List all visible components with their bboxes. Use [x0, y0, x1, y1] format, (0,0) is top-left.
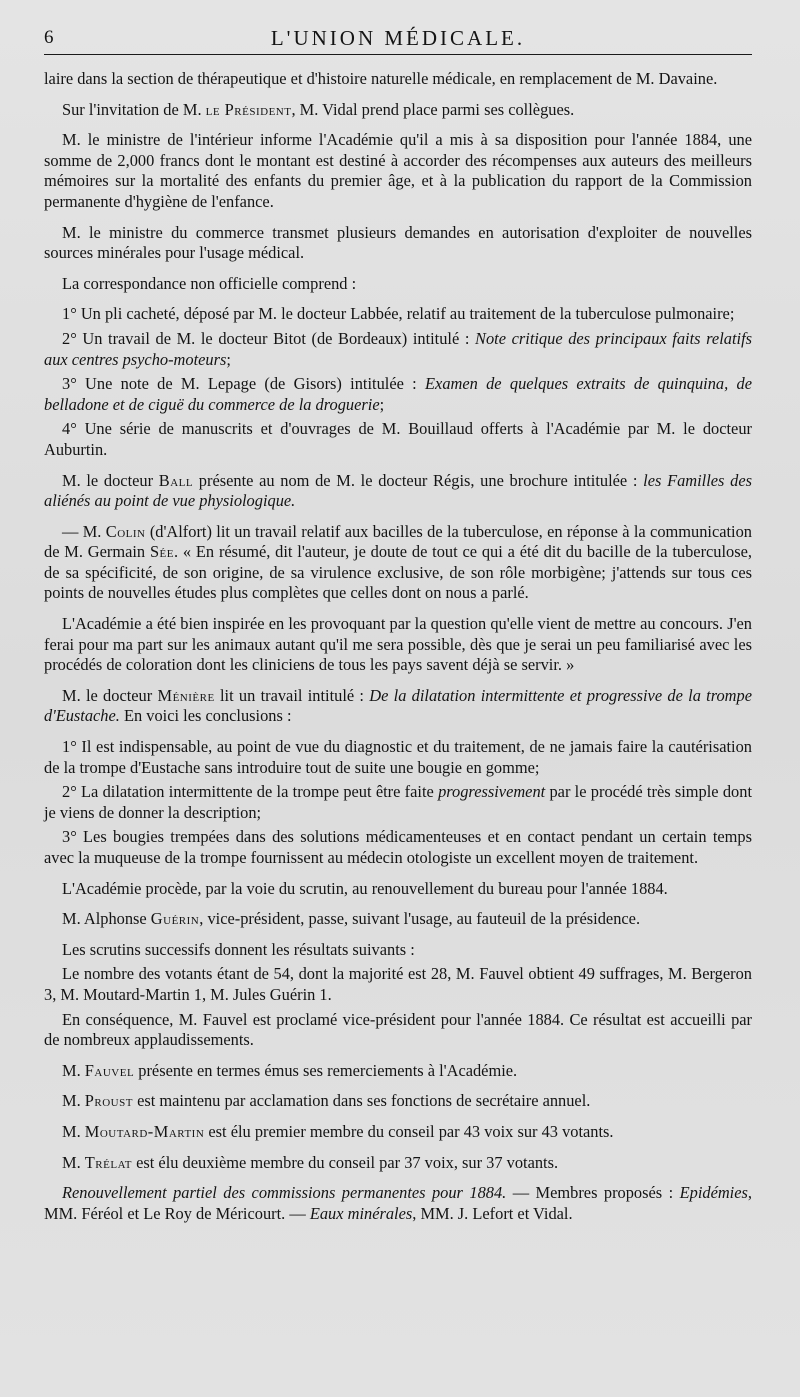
- paragraph-colin-tuberculose: — M. Colin (d'Alfort) lit un travail relatif aux bacilles de la tuberculose, en réponse à la communication de M. Germain Sée. « En résumé, dit l'auteur, je doute de tout ce qui a été dit du bacille de la tuberculose, de sa spécificité, de son origine, de sa virulence exclusive, de son rôle morbigène; j'attends sur tous ces points de nouvelles études plus complètes que celles dont on nous a parlé.: [44, 521, 753, 603]
- paragraph-ministre-interieur: M. le ministre de l'intérieur informe l'Académie qu'il a mis à sa disposition pour l'année 1884, une somme de 2,000 francs dont le montant est destiné à accorder des récompenses aux auteurs des meilleurs mémoires sur la mortalité des enfants du premier âge, et à la publication du rapport de la Commission permanente d'hygiène de l'enfance.: [44, 130, 752, 211]
- paragraph-commissions: Renouvellement partiel des commissions permanentes pour 1884. — Membres proposés : Epidémies, MM. Féréol et Le Roy de Méricourt. — Eaux minérales, MM. J. Lefort et Vidal.: [44, 1183, 752, 1223]
- conclusion-1: 1° Il est indispensable, au point de vue du diagnostic et du traitement, de ne jamais faire la cautérisation de la trompe d'Eustache sans introduire tout de suite une bougie en gomme;: [44, 737, 752, 777]
- paragraph-fauvel-remerciements: M. Fauvel présente en termes émus ses remerciements à l'Académie.: [62, 1060, 518, 1080]
- list-item-bouillaud: 4° Une série de manuscrits et d'ouvrages de M. Bouillaud offerts à l'Académie par M. le docteur Auburtin.: [44, 419, 752, 459]
- paragraph-davaine-replacement: laire dans la section de thérapeutique et d'histoire naturelle médicale, en remplacement de M. Davaine.: [44, 69, 718, 88]
- page-header: [44, 14, 752, 50]
- header-rule: [44, 54, 752, 55]
- list-item-labbee: 1° Un pli cacheté, déposé par M. le docteur Labbée, relatif au traitement de la tuberculose pulmonaire;: [62, 304, 735, 324]
- paragraph-moutard-martin: M. Moutard-Martin est élu premier membre du conseil par 43 voix sur 43 votants.: [62, 1121, 614, 1141]
- conclusion-2: 2° La dilatation intermittente de la trompe peut être faite progressivement par le procédé très simple dont je viens de donner la description;: [44, 782, 752, 822]
- paragraph-correspondance: La correspondance non officielle comprend :: [62, 273, 357, 293]
- paragraph-vidal-seat: Sur l'invitation de M. le Président, M. Vidal prend place parmi ses collègues.: [62, 99, 575, 119]
- list-item-bitot: 2° Un travail de M. le docteur Bitot (de Bordeaux) intitulé : Note critique des principaux faits relatifs aux centres psycho-moteurs;: [44, 328, 752, 369]
- paragraph-trelat: M. Trélat est élu deuxième membre du conseil par 37 voix, sur 37 votants.: [62, 1152, 559, 1172]
- paragraph-meniere-trompe: M. le docteur Ménière lit un travail intitulé : De la dilatation intermittente et progressive de la trompe d'Eustache. En voici les conclusions :: [44, 685, 752, 726]
- page-number: 6: [44, 27, 54, 48]
- paragraph-votants: Le nombre des votants étant de 54, dont la majorité est 28, M. Fauvel obtient 49 suffrages, M. Bergeron 3, M. Moutard-Martin 1, M. Jules Guérin 1.: [44, 964, 752, 1004]
- paragraph-ministre-commerce: M. le ministre du commerce transmet plusieurs demandes en autorisation d'exploiter de nouvelles sources minérales pour l'usage médical.: [44, 222, 752, 263]
- paragraph-ball-regis: M. le docteur Ball présente au nom de M. le docteur Régis, une brochure intitulée : les Familles des aliénés au point de vue physiologique.: [44, 470, 752, 511]
- paragraph-guerin-presidence: M. Alphonse Guérin, vice-président, passe, suivant l'usage, au fauteuil de la présidence.: [62, 909, 641, 929]
- paragraph-proust: M. Proust est maintenu par acclamation dans ses fonctions de secrétaire annuel.: [62, 1091, 591, 1111]
- paragraph-academie-concours: L'Académie a été bien inspirée en les provoquant par la question qu'elle vient de mettre au concours. J'en ferai pour ma part sur les animaux autant qu'il me sera possible, dès que je serai un peu familiarisé avec les procédés de coloration dont les cliniciens de tous les pays savent déjà se servir. »: [44, 614, 752, 675]
- list-item-lepage: 3° Une note de M. Lepage (de Gisors) intitulée : Examen de quelques extraits de quinquina, de belladone et de ciguë du commerce de la droguerie;: [44, 374, 752, 414]
- conclusion-3: 3° Les bougies trempées dans des solutions médicamenteuses et en contact pendant un certain temps avec la muqueuse de la trompe fournissent au médecin otologiste un excellent moyen de traitement.: [44, 827, 752, 867]
- paragraph-fauvel-proclame: En conséquence, M. Fauvel est proclamé vice-président pour l'année 1884. Ce résultat est accueilli par de nombreux applaudissements.: [44, 1009, 752, 1050]
- running-title: L'UNION MÉDICALE.: [270, 26, 526, 50]
- paragraph-scrutin-bureau: L'Académie procède, par la voie du scrutin, au renouvellement du bureau pour l'année 1884.: [62, 878, 668, 898]
- paragraph-resultats: Les scrutins successifs donnent les résultats suivants :: [62, 939, 415, 959]
